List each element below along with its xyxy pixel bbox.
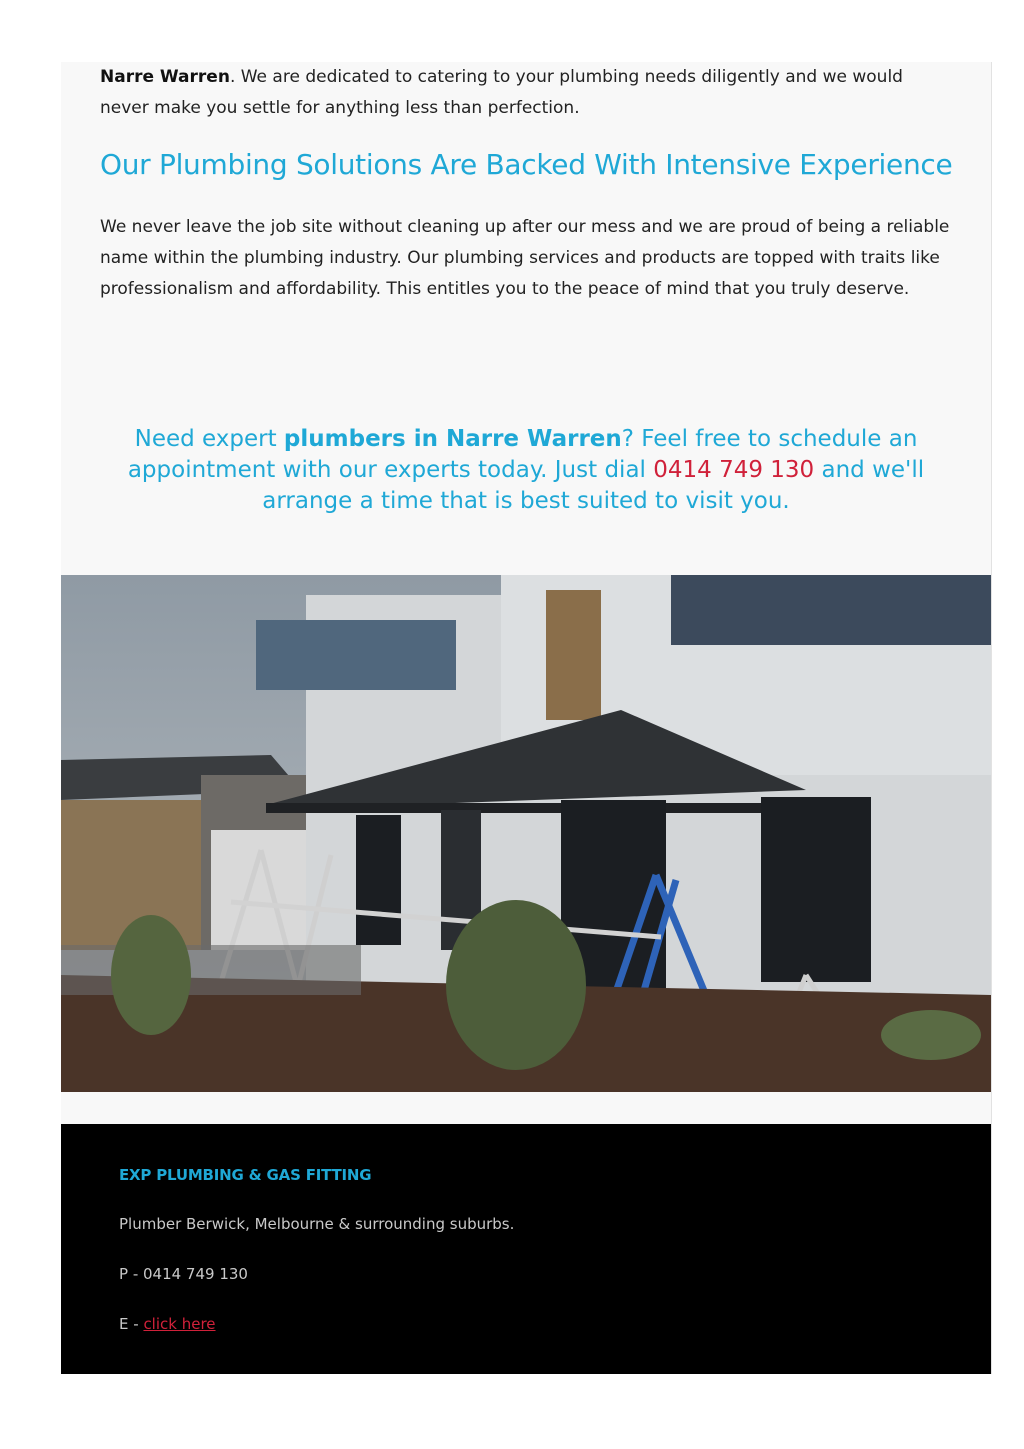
cta-phone-number[interactable]: 0414 749 130 xyxy=(653,457,815,483)
cta-pre: Need expert xyxy=(134,426,284,452)
footer-brand: EXP PLUMBING & GAS FITTING xyxy=(119,1166,372,1184)
footer-email-link[interactable]: click here xyxy=(143,1315,216,1333)
section-heading: Our Plumbing Solutions Are Backed With Intensive Experience xyxy=(100,148,953,181)
page-panel xyxy=(61,62,992,1374)
footer-email-line xyxy=(119,1315,216,1333)
footer-tagline: Plumber Berwick, Melbourne & surrounding suburbs. xyxy=(119,1215,515,1233)
site-footer xyxy=(61,1124,991,1374)
section-body: We never leave the job site without cleaning up after our mess and we are proud of being a reliable name within the plumbing industry. Our plumbing services and products are topped with traits like professionalism and affordability. This entitles you to the peace of mind that you truly deserve. xyxy=(100,217,950,299)
footer-phone: P - 0414 749 130 xyxy=(119,1265,248,1283)
house-photo xyxy=(61,575,991,1092)
cta-block xyxy=(61,424,991,517)
footer-email-prefix: E - xyxy=(119,1315,144,1333)
content-area xyxy=(100,62,960,299)
intro-text-1: . We are dedicated to catering to your plumbing needs diligently and we would xyxy=(229,67,903,87)
location-highlight: Narre Warren xyxy=(100,67,230,87)
intro-text-2: never make you settle for anything less than perfection. xyxy=(100,98,580,118)
cta-keyword: plumbers in Narre Warren xyxy=(283,426,622,452)
house-illustration xyxy=(61,575,991,1092)
cta-post: and we'll arrange a time that is best suited to visit you. xyxy=(262,457,925,514)
cta-mid: ? Feel free to schedule an appointment with our experts today. Just dial xyxy=(127,426,918,483)
intro-paragraph xyxy=(100,62,960,124)
